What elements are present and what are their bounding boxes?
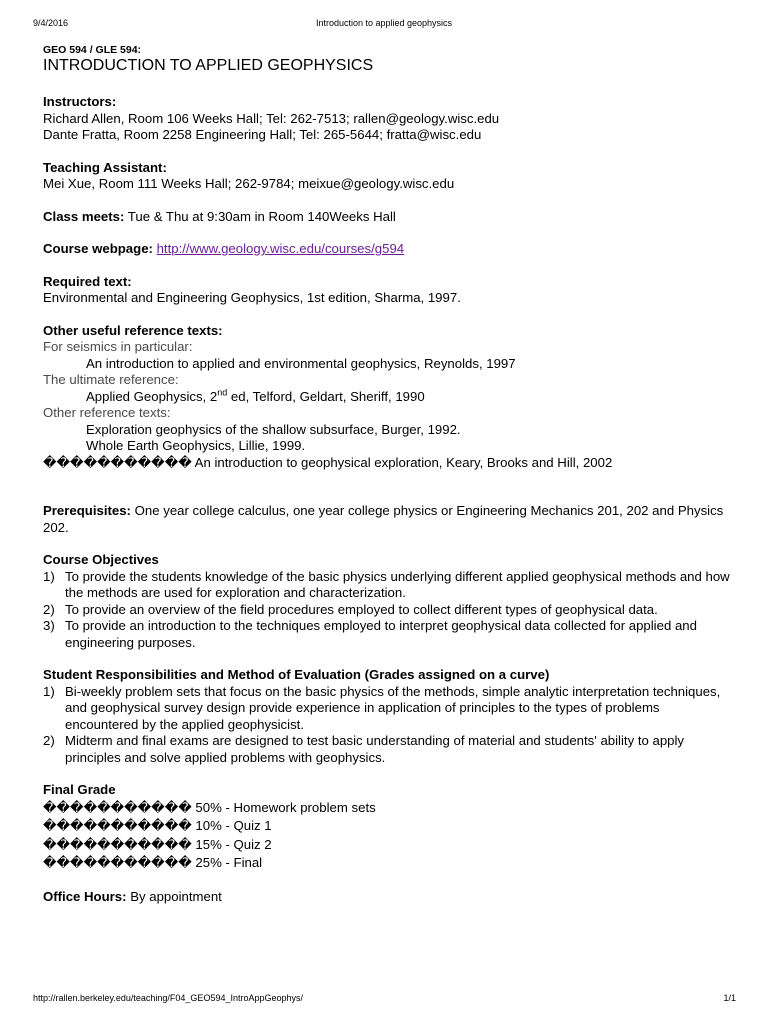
list-number: 2) xyxy=(43,733,55,748)
list-item-text: To provide an introduction to the techniques employed to interpret geophysical data collected for applied and engineering purposes. xyxy=(65,618,697,650)
list-item xyxy=(43,733,733,766)
required-text-line: Environmental and Engineering Geophysics, 1st edition, Sharma, 1997. xyxy=(43,290,461,305)
ta-line: Mei Xue, Room 111 Weeks Hall; 262-9784; meixue@geology.wisc.edu xyxy=(43,176,455,191)
final-grade-label: Final Grade xyxy=(43,782,116,797)
list-item-text: To provide the students knowledge of the basic physics underlying different applied geophysical methods and how the methods are used for exploration and characterization. xyxy=(65,568,730,600)
grade-line: ����������� 10% - Quiz 1 xyxy=(43,818,272,833)
reference-label: Other useful reference texts: xyxy=(43,322,223,338)
required-text-section xyxy=(43,274,733,307)
list-item-text: Bi-weekly problem sets that focus on the basic physics of the methods, simple analytic interpretation techniques, and geophysical survey design provide experience in application of principles to the types of problems encountered by the applied geophysicist. xyxy=(65,683,721,732)
evaluation-section xyxy=(43,667,733,766)
webpage-section xyxy=(43,241,733,258)
course-webpage-link[interactable]: http://www.geology.wisc.edu/courses/g594 xyxy=(156,241,405,256)
objectives-list xyxy=(43,569,733,652)
prerequisites-text: One year college calculus, one year college physics or Engineering Mechanics 201, 202 and Physics 202. xyxy=(43,503,724,535)
list-number: 1) xyxy=(43,683,55,699)
reference-book xyxy=(43,389,733,406)
reference-book: ����������� An introduction to geophysical exploration, Keary, Brooks and Hill, 2002 xyxy=(43,454,613,470)
prerequisites-label: Prerequisites: xyxy=(43,503,131,518)
grade-line: ����������� 50% - Homework problem sets xyxy=(43,799,376,815)
final-grade-section xyxy=(43,782,733,873)
ultimate-book-title: Applied Geophysics, 2 xyxy=(86,388,218,404)
instructors-section xyxy=(43,94,733,144)
page-number: 1/1 xyxy=(723,993,736,1003)
instructor-line: Richard Allen, Room 106 Weeks Hall; Tel: 262-7513; rallen@geology.wisc.edu xyxy=(43,110,500,126)
prerequisites-section xyxy=(43,503,733,536)
seismics-label: For seismics in particular: xyxy=(43,339,193,354)
list-number: 1) xyxy=(43,568,55,584)
reference-book: An introduction to applied and environmental geophysics, Reynolds, 1997 xyxy=(86,355,516,371)
list-number: 3) xyxy=(43,618,55,633)
reference-book: Whole Earth Geophysics, Lillie, 1999. xyxy=(86,438,306,453)
webpage-label: Course webpage: xyxy=(43,241,153,256)
instructor-line: Dante Fratta, Room 2258 Engineering Hall; Tel: 265-5644; fratta@wisc.edu xyxy=(43,127,482,142)
list-item xyxy=(43,618,733,651)
list-item xyxy=(43,684,733,734)
list-number: 2) xyxy=(43,601,55,617)
evaluation-list xyxy=(43,684,733,767)
list-item-text: Midterm and final exams are designed to test basic understanding of material and students' ability to apply principles and solve applied problems with geophysics. xyxy=(65,733,685,765)
list-item xyxy=(43,569,733,602)
required-text-label: Required text: xyxy=(43,273,132,289)
edition-superscript: nd xyxy=(217,387,228,398)
ultimate-book-rest: ed, Telford, Geldart, Sheriff, 1990 xyxy=(227,388,425,404)
objectives-label: Course Objectives xyxy=(43,552,159,567)
document-body xyxy=(43,44,733,905)
grade-line: ����������� 15% - Quiz 2 xyxy=(43,836,272,852)
reference-book: Exploration geophysics of the shallow subsurface, Burger, 1992. xyxy=(86,421,461,437)
evaluation-label: Student Responsibilities and Method of Evaluation (Grades assigned on a curve) xyxy=(43,667,550,682)
list-item-text: To provide an overview of the field procedures employed to collect different types of geophysical data. xyxy=(65,601,658,617)
instructors-label: Instructors: xyxy=(43,94,117,109)
class-meets-label: Class meets: xyxy=(43,208,125,224)
course-title: INTRODUCTION TO APPLIED GEOPHYSICS xyxy=(43,57,374,74)
ta-section xyxy=(43,160,733,193)
class-meets-section xyxy=(43,209,733,226)
list-item xyxy=(43,602,733,619)
objectives-section xyxy=(43,552,733,651)
ultimate-label: The ultimate reference: xyxy=(43,372,179,387)
office-hours-section xyxy=(43,889,733,906)
print-page-title: Introduction to applied geophysics xyxy=(315,18,453,28)
course-code: GEO 594 / GLE 594: xyxy=(43,44,142,56)
office-hours-text: By appointment xyxy=(126,888,222,904)
ta-label: Teaching Assistant: xyxy=(43,159,167,175)
other-references-label: Other reference texts: xyxy=(43,405,171,420)
print-url: http://rallen.berkeley.edu/teaching/F04_GEO594_IntroAppGeophys/ xyxy=(33,993,304,1003)
class-meets-text: Tue & Thu at 9:30am in Room 140Weeks Hall xyxy=(124,208,396,224)
office-hours-label: Office Hours: xyxy=(43,888,127,904)
grade-line: ����������� 25% - Final xyxy=(43,855,263,870)
print-date: 9/4/2016 xyxy=(33,18,69,28)
reference-section xyxy=(43,323,733,472)
